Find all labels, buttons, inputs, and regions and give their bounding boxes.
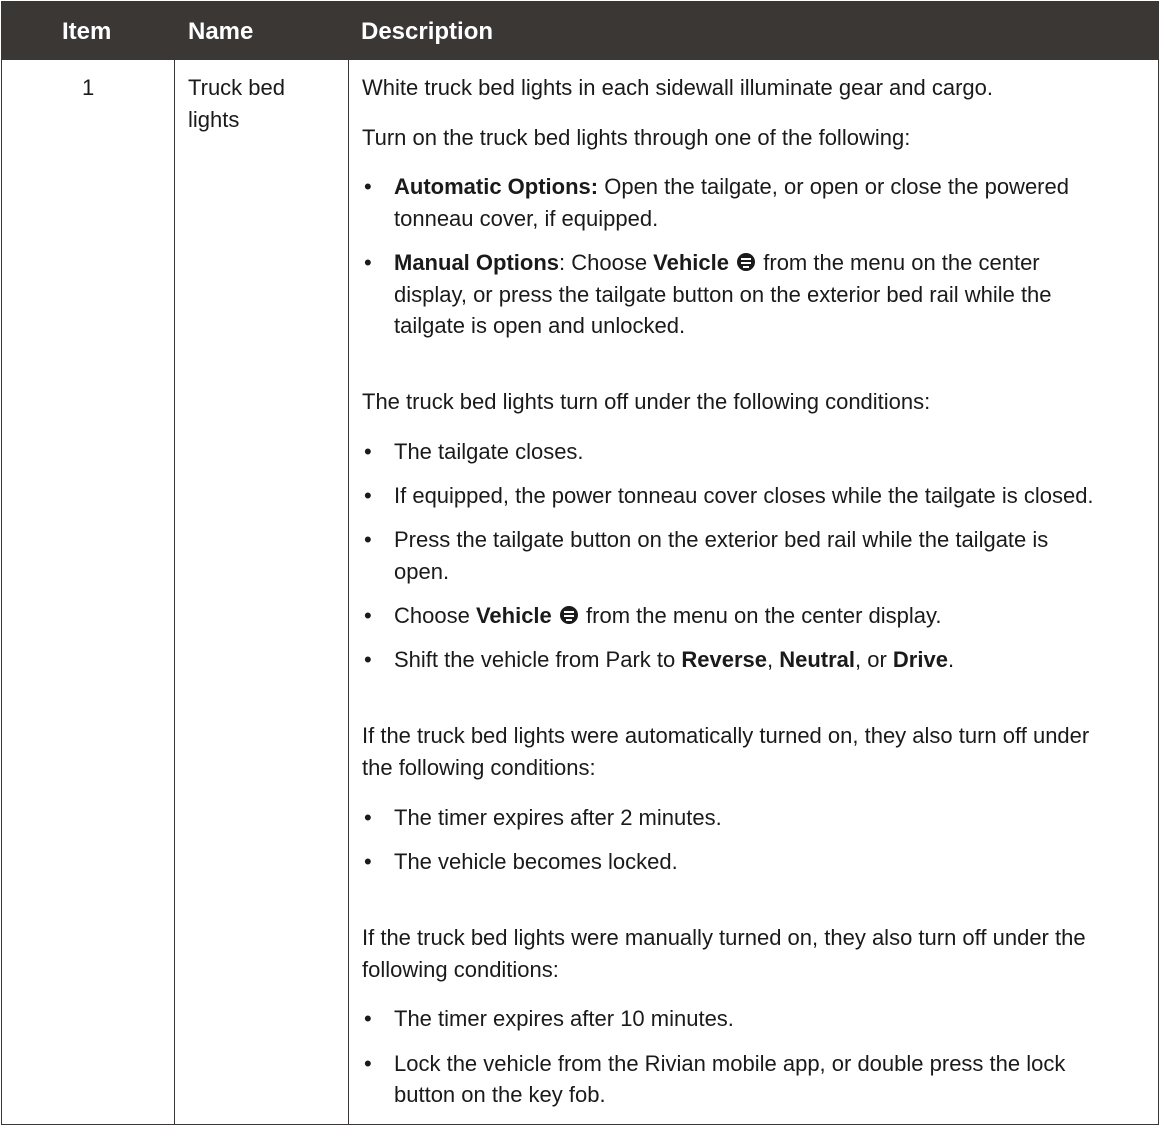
turn-off-condition: If equipped, the power tonneau cover closes while the tailgate is closed. [394,483,1094,508]
manual-options-text-b: from the menu on the center [757,250,1040,275]
bullet: • [364,849,372,874]
bullet: • [364,174,372,199]
condition-text: Shift the vehicle from Park to [394,647,682,672]
header-name: Name [188,18,254,45]
manual-options-label: Manual Options [394,250,559,275]
manual-off-heading-line2: following conditions: [362,957,559,982]
item-number: 1 [82,75,95,100]
condition-text-b: from the menu on the center display. [579,603,942,628]
bullet: • [364,250,372,275]
manual-off-condition: The timer expires after 10 minutes. [394,1006,734,1031]
turn-off-condition [394,644,954,676]
bullet: • [364,439,372,464]
manual-off-heading-line1: If the truck bed lights were manually turned on, they also turn off under the [362,925,1086,950]
drive-label: Drive [892,647,948,672]
turn-off-heading: The truck bed lights turn off under the following conditions: [362,389,931,414]
features-table [1,1,1159,1125]
neutral-label: Neutral [779,647,856,672]
auto-off-condition: The vehicle becomes locked. [394,849,678,874]
bullet: • [364,647,372,672]
period: . [947,647,955,672]
bullet: • [364,805,372,830]
manual-options-text-a: : Choose [559,250,654,275]
bullet: • [364,527,372,552]
vehicle-label: Vehicle [475,603,552,628]
separator: , [766,647,780,672]
auto-off-heading-line2: the following conditions: [362,755,596,780]
vehicle-icon [560,606,578,624]
item-name-line1: Truck bed [188,75,286,100]
automatic-options-line2: tonneau cover, if equipped. [394,206,659,231]
bullet: • [364,1051,372,1076]
manual-off-condition-line1: Lock the vehicle from the Rivian mobile app, or double press the lock [394,1051,1066,1076]
separator: , or [855,647,893,672]
auto-off-condition: The timer expires after 2 minutes. [394,805,722,830]
automatic-options-label: Automatic Options: [394,174,599,199]
automatic-options-line1 [394,171,1069,203]
manual-options-line3: tailgate is open and unlocked. [394,313,686,338]
turn-on-heading: Turn on the truck bed lights through one of the following: [362,125,911,150]
manual-options-line1 [394,247,1040,279]
column-divider [174,60,175,1124]
auto-off-heading-line1: If the truck bed lights were automatically turned on, they also turn off under [362,723,1090,748]
item-name-line2: lights [188,107,240,132]
column-divider [348,60,349,1124]
vehicle-icon [737,253,755,271]
header-description: Description [361,18,494,45]
manual-options-line2: display, or press the tailgate button on the exterior bed rail while the [394,282,1052,307]
reverse-label: Reverse [681,647,767,672]
intro-text: White truck bed lights in each sidewall illuminate gear and cargo. [362,75,993,100]
vehicle-label: Vehicle [653,250,730,275]
turn-off-condition [394,600,941,632]
header-item: Item [62,18,112,45]
turn-off-condition-line1: Press the tailgate button on the exterior bed rail while the tailgate is [394,527,1049,552]
table-header [2,2,1158,60]
turn-off-condition-line2: open. [394,559,450,584]
bullet: • [364,483,372,508]
manual-off-condition-line2: button on the key fob. [394,1082,606,1107]
bullet: • [364,603,372,628]
bullet: • [364,1006,372,1031]
turn-off-condition: The tailgate closes. [394,439,584,464]
automatic-options-text: Open the tailgate, or open or close the powered [598,174,1069,199]
condition-text-a: Choose [394,603,476,628]
